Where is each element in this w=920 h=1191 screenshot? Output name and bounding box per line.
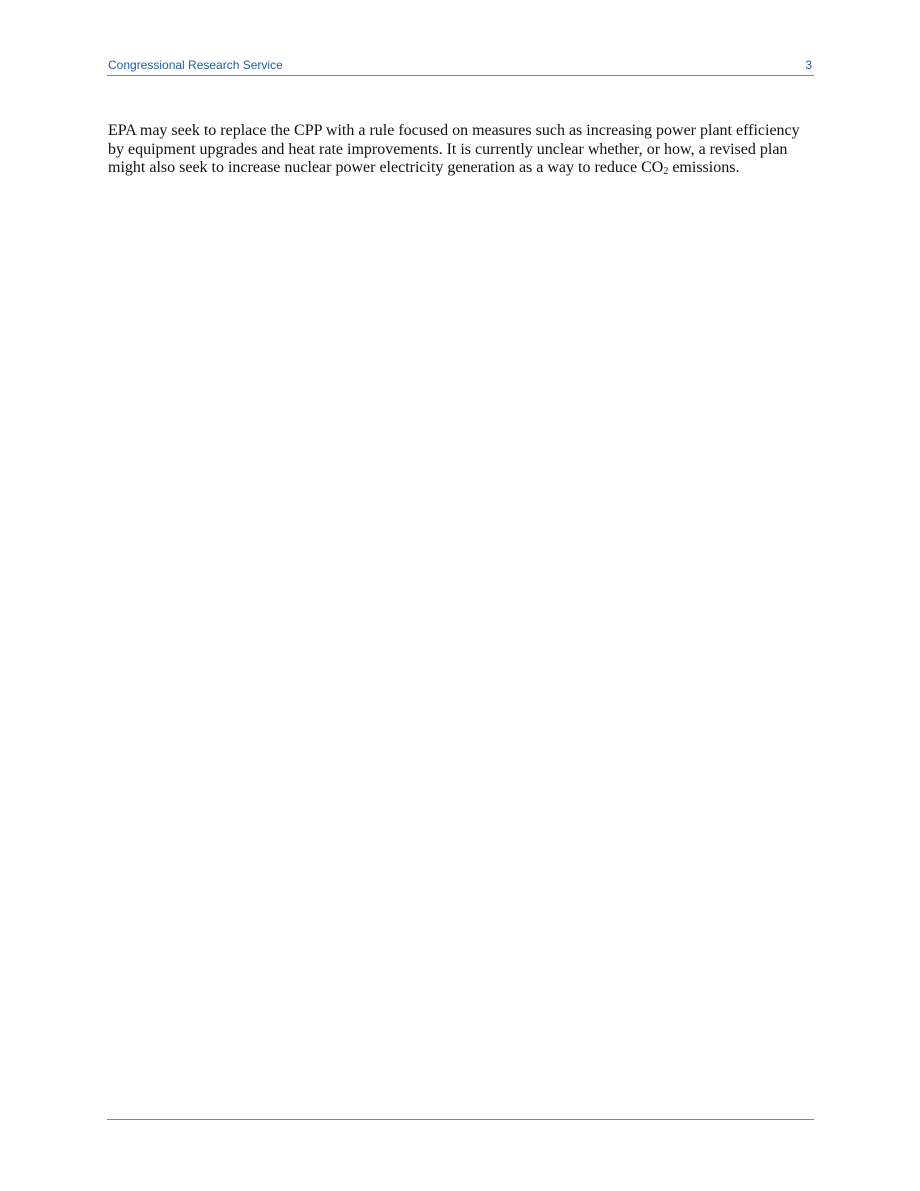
paragraph-text: EPA may seek to replace the CPP with a rule focused on measures such as increasing power plant efficiency by equipment upgrades and heat rate improvements. It is currently unclear whether, or how, a revised plan might also seek to increase nuclear power electricity generation as a way to reduce CO xyxy=(108,122,800,176)
header-title: Congressional Research Service xyxy=(108,58,283,72)
co2-subscript: 2 xyxy=(663,166,669,177)
footer-rule xyxy=(107,1119,814,1120)
paragraph-end: emissions. xyxy=(672,159,740,176)
body-paragraph xyxy=(108,122,814,178)
page-number: 3 xyxy=(805,58,812,72)
page-header xyxy=(107,57,814,76)
